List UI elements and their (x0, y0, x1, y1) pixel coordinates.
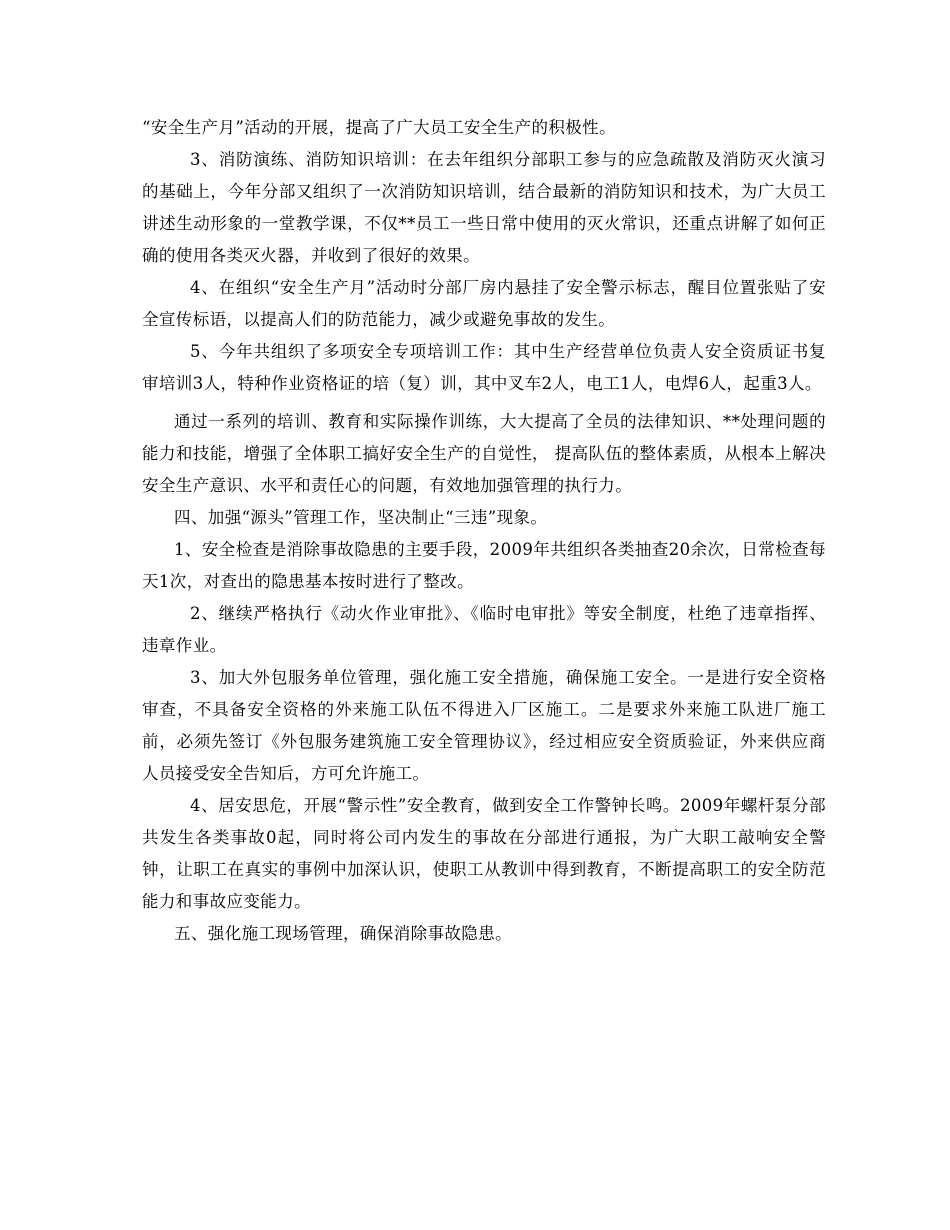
document-body (142, 112, 826, 950)
section-heading-four: 四、加强“源头”管理工作，坚决制止“三违”现象。 (174, 508, 548, 527)
paragraph-warning-education: 4、居安思危，开展“警示性”安全教育，做到安全工作警钟长鸣。2009年螺杆泵分部共发生各类事故0起，同时将公司内发生的事故在分部进行通报，为广大职工敲响安全警钟，让职工在真实的事例中加深认识，使职工从教训中得到教育，不断提高职工的安全防范能力和事故应变能力。 (142, 796, 826, 911)
paragraph-training-results: 通过一系列的培训、教育和实际操作训练，大大提高了全员的法律知识、**处理问题的能力和技能，增强了全体职工搞好安全生产的自觉性， 提高队伍的整体素质，从根本上解决安全生产意识、水平和责任心的问题，有效地加强管理的执行力。 (142, 412, 826, 495)
paragraph-contractor-management: 3、加大外包服务单位管理，强化施工安全措施，确保施工安全。一是进行安全资格审查，不具备安全资格的外来施工队伍不得进入厂区施工。二是要求外来施工队进厂施工前，必须先签订《外包服务建筑施工安全管理协议》，经过相应安全资质验证，外来供应商人员接受安全告知后，方可允许施工。 (142, 668, 826, 783)
paragraph-activity-summary: “安全生产月”活动的开展，提高了广大员工安全生产的积极性。 (142, 118, 616, 137)
section-heading-five: 五、强化施工现场管理，确保消除事故隐患。 (174, 924, 512, 943)
paragraph-approval-systems: 2、继续严格执行《动火作业审批》、《临时电审批》等安全制度，杜绝了违章指挥、违章作业。 (142, 604, 826, 655)
paragraph-fire-training: 3、消防演练、消防知识培训：在去年组织分部职工参与的应急疏散及消防灭火演习的基础上，今年分部又组织了一次消防知识培训，结合最新的消防知识和技术，为广大员工讲述生动形象的一堂教学课，不仅**员工一些日常中使用的灭火常识，还重点讲解了如何正确的使用各类灭火器，并收到了很好的效果。 (142, 150, 826, 265)
paragraph-safety-inspection: 1、安全检查是消除事故隐患的主要手段，2009年共组织各类抽查20余次，日常检查每天1次，对查出的隐患基本按时进行了整改。 (142, 540, 826, 591)
paragraph-special-training: 5、今年共组织了多项安全专项培训工作：其中生产经营单位负责人安全资质证书复审培训3人，特种作业资格证的培（复）训，其中叉车2人，电工1人，电焊6人，起重3人。 (142, 342, 826, 393)
paragraph-warning-signs: 4、在组织“安全生产月”活动时分部厂房内悬挂了安全警示标志，醒目位置张贴了安全宣传标语，以提高人们的防范能力，减少或避免事故的发生。 (142, 278, 826, 329)
